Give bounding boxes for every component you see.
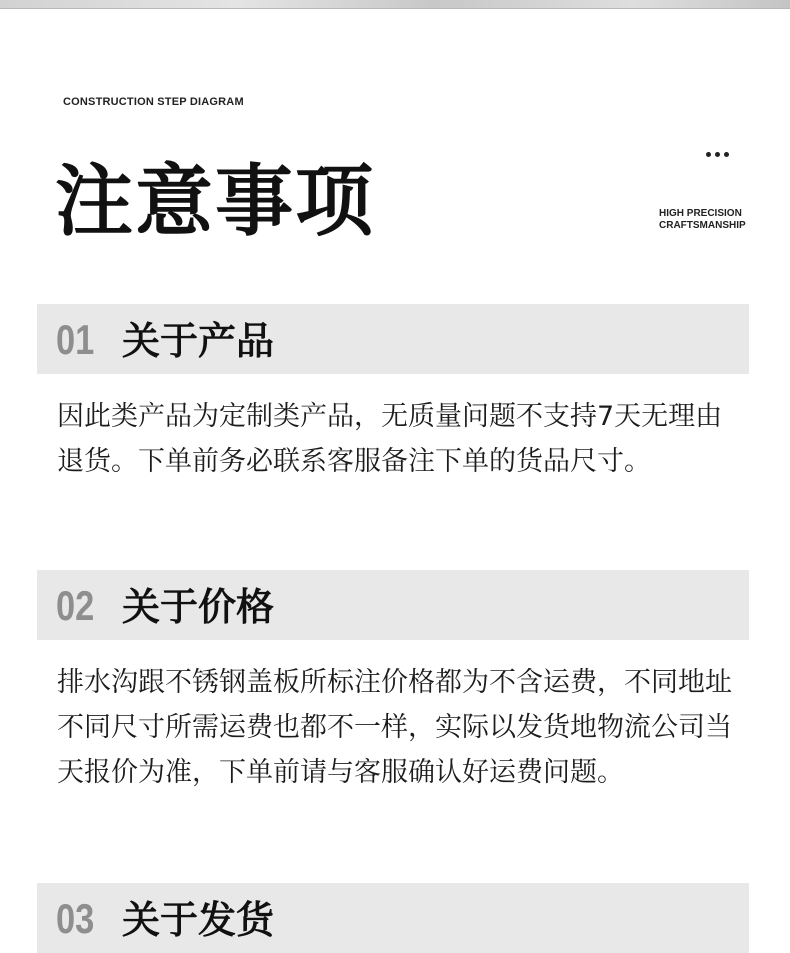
section-title: 关于价格 xyxy=(122,585,275,629)
section-title: 关于发货 xyxy=(122,898,275,942)
section-number: 02 xyxy=(56,582,95,629)
section-title: 关于产品 xyxy=(122,319,275,363)
header-tagline xyxy=(659,208,746,232)
section-header-shipping xyxy=(37,883,749,953)
header-eyebrow: CONSTRUCTION STEP DIAGRAM xyxy=(63,96,244,108)
more-dots-icon xyxy=(706,152,729,157)
section-header-product xyxy=(37,304,749,374)
page-title: 注意事项 xyxy=(55,157,376,247)
dot xyxy=(724,152,729,157)
section-header-price xyxy=(37,570,749,640)
dot xyxy=(706,152,711,157)
section-body-product: 因此类产品为定制类产品，无质量问题不支持7天无理由退货。下单前务必联系客服备注下单的货品尺寸。 xyxy=(57,401,723,477)
section-body-price: 排水沟跟不锈钢盖板所标注价格都为不含运费，不同地址不同尺寸所需运费也都不一样，实际以发货地物流公司当天报价为准，下单前请与客服确认好运费问题。 xyxy=(57,667,732,788)
dot xyxy=(715,152,720,157)
section-number: 03 xyxy=(56,895,95,942)
top-decorative-strip xyxy=(0,0,790,9)
section-number: 01 xyxy=(56,316,95,363)
tagline-line-2: CRAFTSMANSHIP xyxy=(659,220,746,231)
tagline-line-1: HIGH PRECISION xyxy=(659,208,742,219)
